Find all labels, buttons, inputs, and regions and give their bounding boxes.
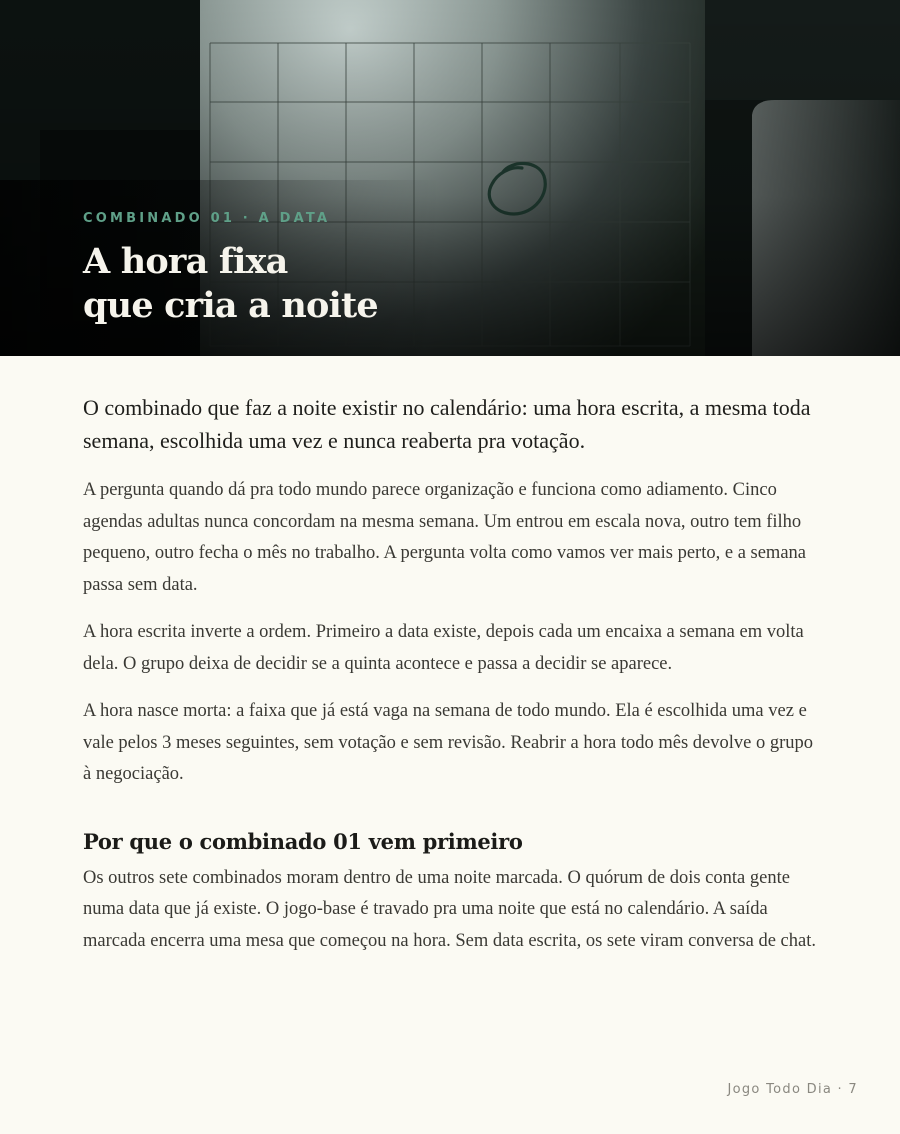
section-paragraph: Os outros sete combinados moram dentro de uma noite marcada. O quórum de dois conta gente numa data que já existe. O jogo-base é travado pra uma noite que está no calendário. A saída marcada encerra uma mesa que começou na hora. Sem data escrita, os sete viram conversa de chat.	[83, 867, 816, 951]
page-footer: Jogo Todo Dia · 7	[727, 1082, 858, 1097]
article-body	[83, 391, 823, 973]
section-heading: Por que o combinado 01 vem primeiro	[83, 828, 523, 854]
lead-paragraph: O combinado que faz a noite existir no calendário: uma hora escrita, a mesma toda semana, escolhida uma vez e nunca reaberta pra votação.	[83, 395, 811, 453]
page-title-line-2: que cria a noite	[83, 285, 378, 326]
body-paragraph-1: A pergunta quando dá pra todo mundo parece organização e funciona como adiamento. Cinco agendas adultas nunca concordam na mesma semana. Um entrou em escala nova, outro tem filho pequeno, outro fecha o mês no trabalho. A pergunta volta como vamos ver mais perto, e a semana passa sem data.	[83, 480, 806, 595]
page-title	[83, 240, 378, 328]
page-title-line-1: A hora fixa	[83, 241, 288, 282]
body-paragraph-3: A hora nasce morta: a faixa que já está vaga na semana de todo mundo. Ela é escolhida uma vez e vale pelos 3 meses seguintes, sem votação e sem revisão. Reabrir a hora todo mês devolve o grupo à negociação.	[83, 701, 814, 784]
section-kicker: COMBINADO 01 · A DATA	[83, 211, 331, 226]
body-paragraph-2: A hora escrita inverte a ordem. Primeiro a data existe, depois cada um encaixa a semana em volta dela. O grupo deixa de decidir se a quinta acontece e passa a decidir se aparece.	[83, 622, 804, 674]
hero-banner	[0, 0, 900, 356]
